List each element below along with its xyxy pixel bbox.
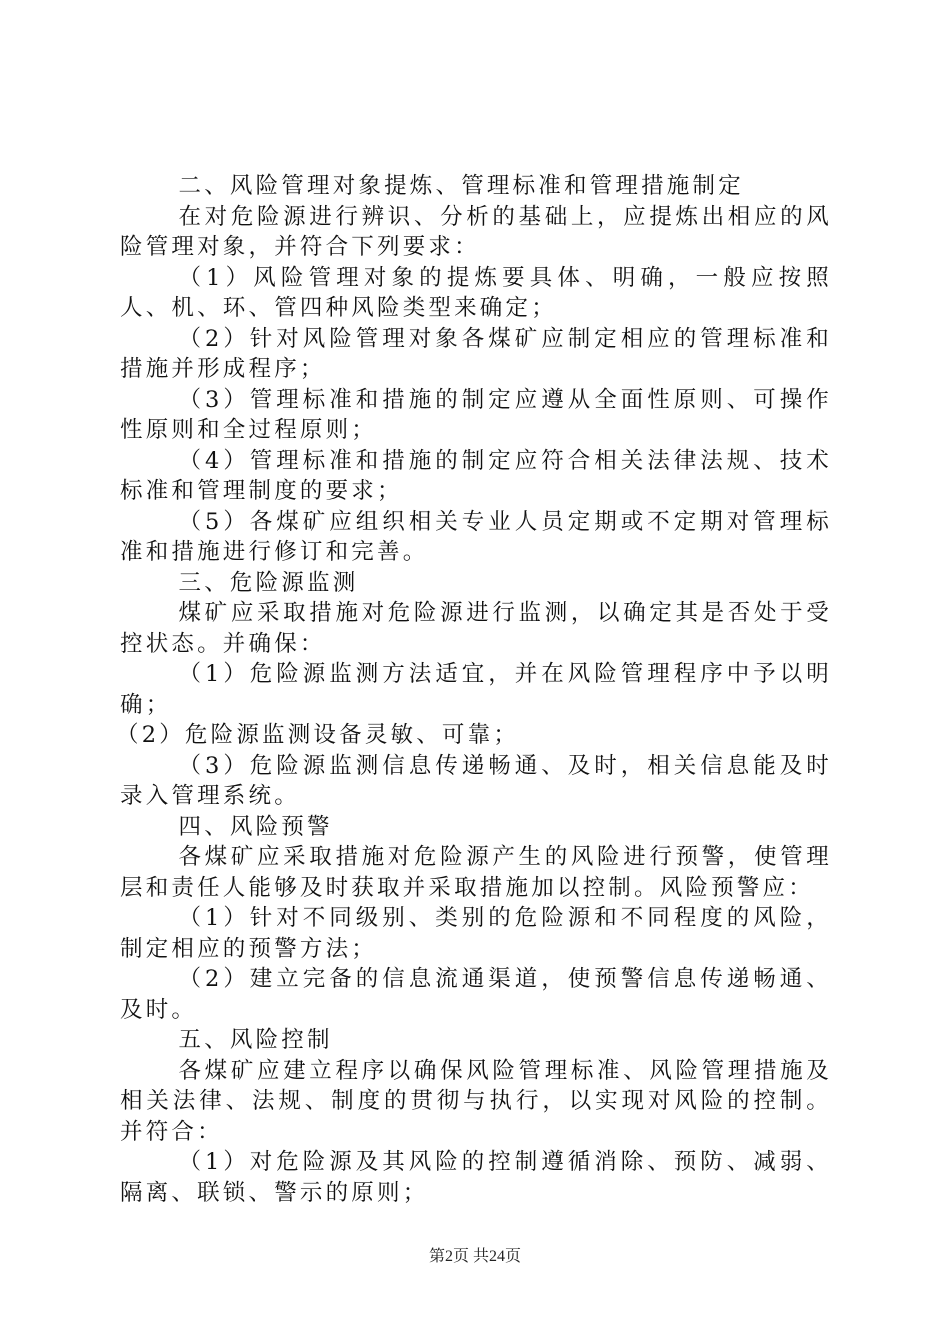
paragraph: 在对危险源进行辨识、分析的基础上，应提炼出相应的风险管理对象，并符合下列要求： (120, 203, 832, 260)
section-heading-2: 二、风险管理对象提炼、管理标准和管理措施制定 (178, 173, 744, 199)
document-body (116, 171, 832, 1208)
section-heading-3: 三、危险源监测 (178, 569, 359, 596)
list-item: （2）针对风险管理对象各煤矿应制定相应的管理标准和措施并形成程序； (120, 325, 832, 382)
list-item: （4）管理标准和措施的制定应符合相关法律法规、技术标准和管理制度的要求； (120, 447, 832, 504)
list-item: （3）危险源监测信息传递畅通、及时，相关信息能及时录入管理系统。 (120, 752, 832, 809)
section-heading-5: 五、风险控制 (178, 1027, 333, 1053)
page-number-footer: 第2页 共24页 (428, 1248, 521, 1265)
list-item: （2）建立完备的信息流通渠道，使预警信息传递畅通、及时。 (120, 966, 832, 1023)
paragraph: 各煤矿应建立程序以确保风险管理标准、风险管理措施及相关法律、法规、制度的贯彻与执行，以实现对风险的控制。并符合： (120, 1057, 832, 1145)
list-item: （2）危险源监测设备灵敏、可靠； (116, 722, 520, 748)
paragraph: 煤矿应采取措施对危险源进行监测，以确定其是否处于受控状态。并确保： (120, 600, 832, 657)
list-item: （1）对危险源及其风险的控制遵循消除、预防、减弱、隔离、联锁、警示的原则； (120, 1149, 832, 1206)
list-item: （1）针对不同级别、类别的危险源和不同程度的风险，制定相应的预警方法； (120, 905, 832, 962)
list-item: （1）风险管理对象的提炼要具体、明确，一般应按照人、机、环、管四种风险类型来确定； (120, 264, 832, 321)
section-heading-4: 四、风险预警 (178, 813, 333, 840)
list-item: （1）危险源监测方法适宜，并在风险管理程序中予以明确； (120, 661, 832, 718)
paragraph: 各煤矿应采取措施对危险源产生的风险进行预警，使管理层和责任人能够及时获取并采取措施加以控制。风险预警应： (120, 844, 832, 901)
list-item: （3）管理标准和措施的制定应遵从全面性原则、可操作性原则和全过程原则； (120, 386, 832, 443)
list-item: （5）各煤矿应组织相关专业人员定期或不定期对管理标准和措施进行修订和完善。 (120, 508, 832, 565)
